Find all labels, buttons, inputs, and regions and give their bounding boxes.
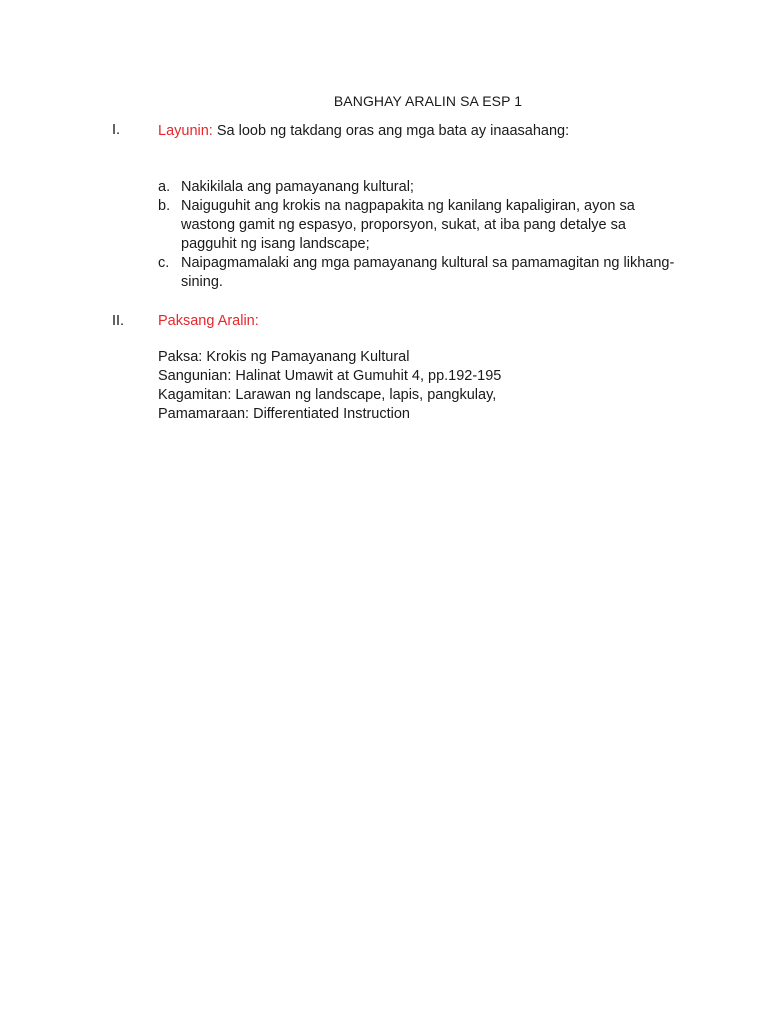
- list-item: [158, 178, 678, 197]
- document-title: BANGHAY ARALIN SA ESP 1: [333, 93, 523, 109]
- section-1-numeral: I.: [112, 122, 121, 138]
- list-item-text: Nakikilala ang pamayanang kultural;: [181, 179, 414, 195]
- detail-line-kagamitan: Kagamitan: Larawan ng landscape, lapis, pangkulay,: [158, 387, 497, 403]
- subject-details: [158, 348, 501, 424]
- detail-line-sangunian: Sangunian: Halinat Umawit at Gumuhit 4, pp.192-195: [158, 368, 502, 384]
- list-item: [158, 197, 678, 254]
- section-2-numeral: II.: [112, 313, 125, 329]
- section-1-label: Layunin:: [158, 123, 213, 139]
- section-2-label: Paksang Aralin:: [158, 313, 259, 329]
- list-item-text: Naiguguhit ang krokis na nagpapakita ng kanilang kapaligiran, ayon sa wastong gamit ng espasyo, proporsyon, sukat, at iba pang detalye sa pagguhit ng isang landscape;: [181, 198, 635, 252]
- list-marker: c.: [158, 255, 170, 271]
- list-marker: b.: [158, 198, 171, 214]
- section-1-heading: [158, 122, 569, 141]
- list-item: [158, 254, 678, 292]
- list-item-text: Naipagmamalaki ang mga pamayanang kultural sa pamamagitan ng likhang-sining.: [181, 255, 675, 290]
- detail-line-paksa: Paksa: Krokis ng Pamayanang Kultural: [158, 349, 410, 365]
- list-marker: a.: [158, 179, 171, 195]
- detail-line-pamamaraan: Pamamaraan: Differentiated Instruction: [158, 406, 411, 422]
- section-1-text: Sa loob ng takdang oras ang mga bata ay inaasahang:: [212, 123, 570, 139]
- objectives-list: [158, 178, 678, 292]
